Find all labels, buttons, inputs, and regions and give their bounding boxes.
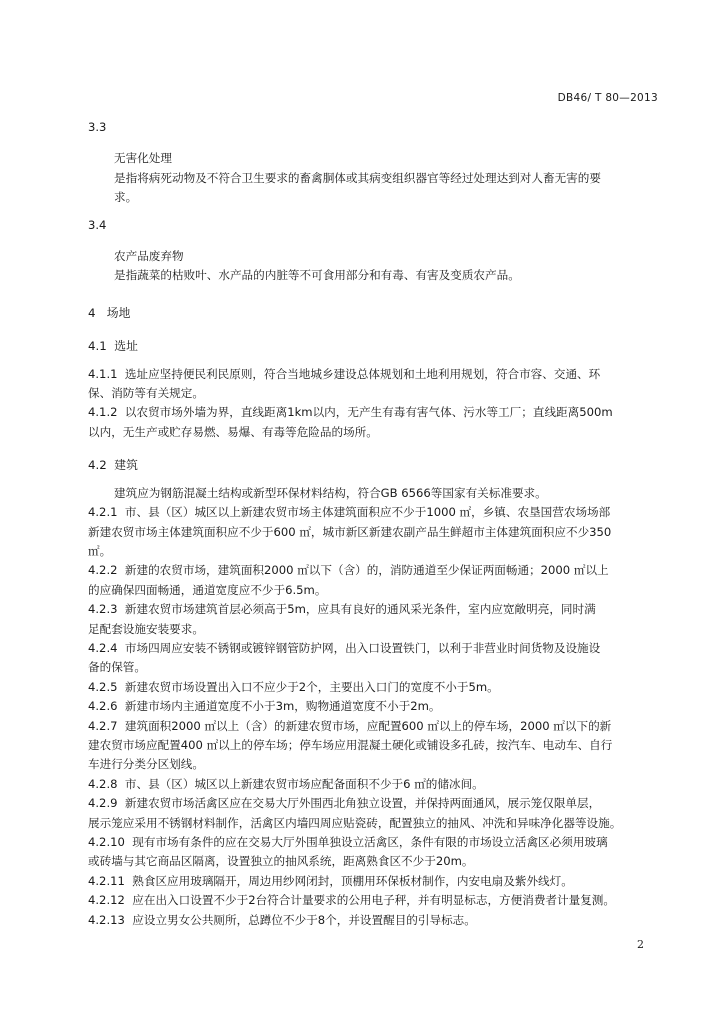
- clause-number: 4.2.1: [88, 505, 118, 520]
- clause-text: 建筑面积2000 ㎡以上（含）的新建农贸市场，应配置600 ㎡以上的停车场，2000 ㎡以下的新: [124, 718, 612, 733]
- clause-line: [88, 678, 658, 697]
- page-number: 2: [637, 938, 644, 951]
- clause-line: 车进行分类分区划线。: [88, 757, 204, 772]
- clause-line: 新建农贸市场主体建筑面积应不少于600 ㎡，城市新区新建农副产品生鲜超市主体建筑面积应不少350: [88, 524, 612, 539]
- clause-text: 市、县（区）城区以上新建农贸市场主体建筑面积应不少于1000 ㎡，乡镇、农垦国营农场场部: [124, 505, 611, 520]
- clause-number: 4.2.11: [88, 873, 125, 888]
- clause-text: 新建的农贸市场，建筑面积2000 ㎡以下（含）的，消防通道至少保证两面畅通；2000 ㎡以上: [124, 563, 609, 578]
- subsection-number: 4.2: [88, 458, 107, 473]
- clause-number: 4.2.8: [88, 776, 118, 791]
- clause-text: 市场四周应安装不锈钢或镀锌钢管防护网，出入口设置铁门，以利于非营业时间货物及设施设: [124, 640, 601, 655]
- clause-line: 的应确保四面畅通，通道宽度应不少于6.5m。: [88, 582, 327, 597]
- clause-text: 应设立男女公共厕所，总蹲位不少于8个，并设置醒目的引导标志。: [132, 912, 476, 927]
- section-title: 场地: [106, 305, 131, 320]
- clause-text: 选址应坚持便民利民原则，符合当地城乡建设总体规划和土地利用规划，符合市容、交通、环: [124, 366, 601, 381]
- clause-line: ㎡。: [88, 543, 112, 558]
- clause-number: 4.2.9: [88, 796, 118, 811]
- clause-line: 备的保管。: [88, 660, 146, 675]
- clause-number: 4.1.2: [88, 405, 118, 420]
- clause-text: 新建农贸市场设置出入口不应少于2个，主要出入口门的宽度不小于5m。: [124, 679, 499, 694]
- clause-text: 新建农贸市场活禽区应在交易大厅外围西北角独立设置，并保持两面通风，展示笼仅限单层，: [124, 796, 601, 811]
- clause-line: [88, 639, 658, 658]
- clause-number: 4.2.10: [88, 835, 125, 849]
- clause-line: [88, 911, 658, 930]
- clause-line: [88, 717, 658, 736]
- term-name: 无害化处理: [114, 151, 172, 166]
- clause-line: [88, 697, 658, 716]
- clause-text: 新建市场内主通道宽度不小于3m，购物通道宽度不小于2m。: [124, 699, 441, 714]
- clause-number: 4.2.3: [88, 602, 118, 617]
- clause-number: 4.2.6: [88, 699, 118, 714]
- term-definition-line: 是指将病死动物及不符合卫生要求的畜禽胴体或其病变组织器官等经过处理达到对人畜无害的要: [114, 170, 601, 185]
- document-id: DB46/ T 80—2013: [557, 92, 658, 104]
- section-number: 4: [88, 305, 96, 320]
- clause-number: 4.2.5: [88, 679, 118, 694]
- document-body: [88, 118, 658, 930]
- clause-line: 建农贸市场应配置400 ㎡以上的停车场；停车场应用混凝土硬化或铺设多孔砖，按汽车、电动车、自行: [88, 737, 613, 752]
- clause-number: 4.2.2: [88, 563, 118, 578]
- subsection-number: 4.1: [88, 339, 107, 354]
- term-definition-line: 是指蔬菜的枯败叶、水产品的内脏等不可食用部分和有毒、有害及变质农产品。: [114, 268, 520, 283]
- section-intro: 建筑应为钢筋混凝土结构或新型环保材料结构，符合GB 6566等国家有关标准要求。: [114, 485, 547, 500]
- clause-number: 4.1.1: [88, 366, 118, 381]
- clause-line: [88, 365, 658, 384]
- clause-text: 市、县（区）城区以上新建农贸市场应配备面积不少于6 ㎡的储冰间。: [124, 776, 484, 791]
- clause-line: 保、消防等有关规定。: [88, 386, 204, 401]
- clause-line: 以内，无生产或贮存易燃、易爆、有毒等危险品的场所。: [88, 424, 378, 439]
- subsection-title: 建筑: [114, 458, 138, 473]
- term-number: 3.3: [88, 120, 107, 134]
- clause-number: 4.2.12: [88, 893, 125, 908]
- clause-number: 4.2.13: [88, 912, 125, 927]
- clause-number: 4.2.4: [88, 640, 118, 655]
- clause-text: 应在出入口设置不少于2台符合计量要求的公用电子秤，并有明显标志，方便消费者计量复测。: [132, 893, 615, 908]
- clause-text: 新建农贸市场建筑首层必须高于5m，应具有良好的通风采光条件，室内应宽敞明亮，同时满: [124, 602, 596, 617]
- clause-line: [88, 775, 658, 794]
- clause-line: [88, 503, 658, 522]
- clause-text: 现有市场有条件的应在交易大厅外围单独设立活禽区，条件有限的市场设立活禽区必须用玻璃: [132, 835, 608, 849]
- clause-line: [88, 600, 658, 619]
- subsection-heading: [88, 456, 658, 475]
- subsection-title: 选址: [114, 339, 138, 354]
- clause-line: [88, 891, 658, 910]
- clause-line: 或砖墙与其它商品区隔离，设置独立的抽风系统，距离熟食区不少于20m。: [88, 854, 474, 869]
- clause-number: 4.2.7: [88, 718, 118, 733]
- clause-line: [88, 833, 658, 852]
- clause-line: 足配套设施安装要求。: [88, 621, 204, 636]
- clause-text: 以农贸市场外墙为界，直线距离1km以内，无产生有毒有害气体、污水等工厂；直线距离500m: [124, 405, 613, 420]
- clause-line: [88, 561, 658, 580]
- clause-line: [88, 794, 658, 813]
- clause-line: [88, 872, 658, 891]
- clause-line: [88, 403, 658, 422]
- section-heading: [88, 304, 658, 323]
- subsection-heading: [88, 337, 658, 356]
- clause-text: 熟食区应用玻璃隔开，周边用纱网闭封，顶棚用环保板材制作，内安电扇及紫外线灯。: [132, 873, 573, 888]
- term-number: 3.4: [88, 217, 107, 232]
- term-definition-line: 求。: [114, 190, 138, 205]
- term-name: 农产品废弃物: [114, 249, 184, 264]
- clause-line: 展示笼应采用不锈钢材料制作，活禽区内墙四周应贴瓷砖，配置独立的抽风、冲洗和异味净化器等设施。: [88, 815, 622, 830]
